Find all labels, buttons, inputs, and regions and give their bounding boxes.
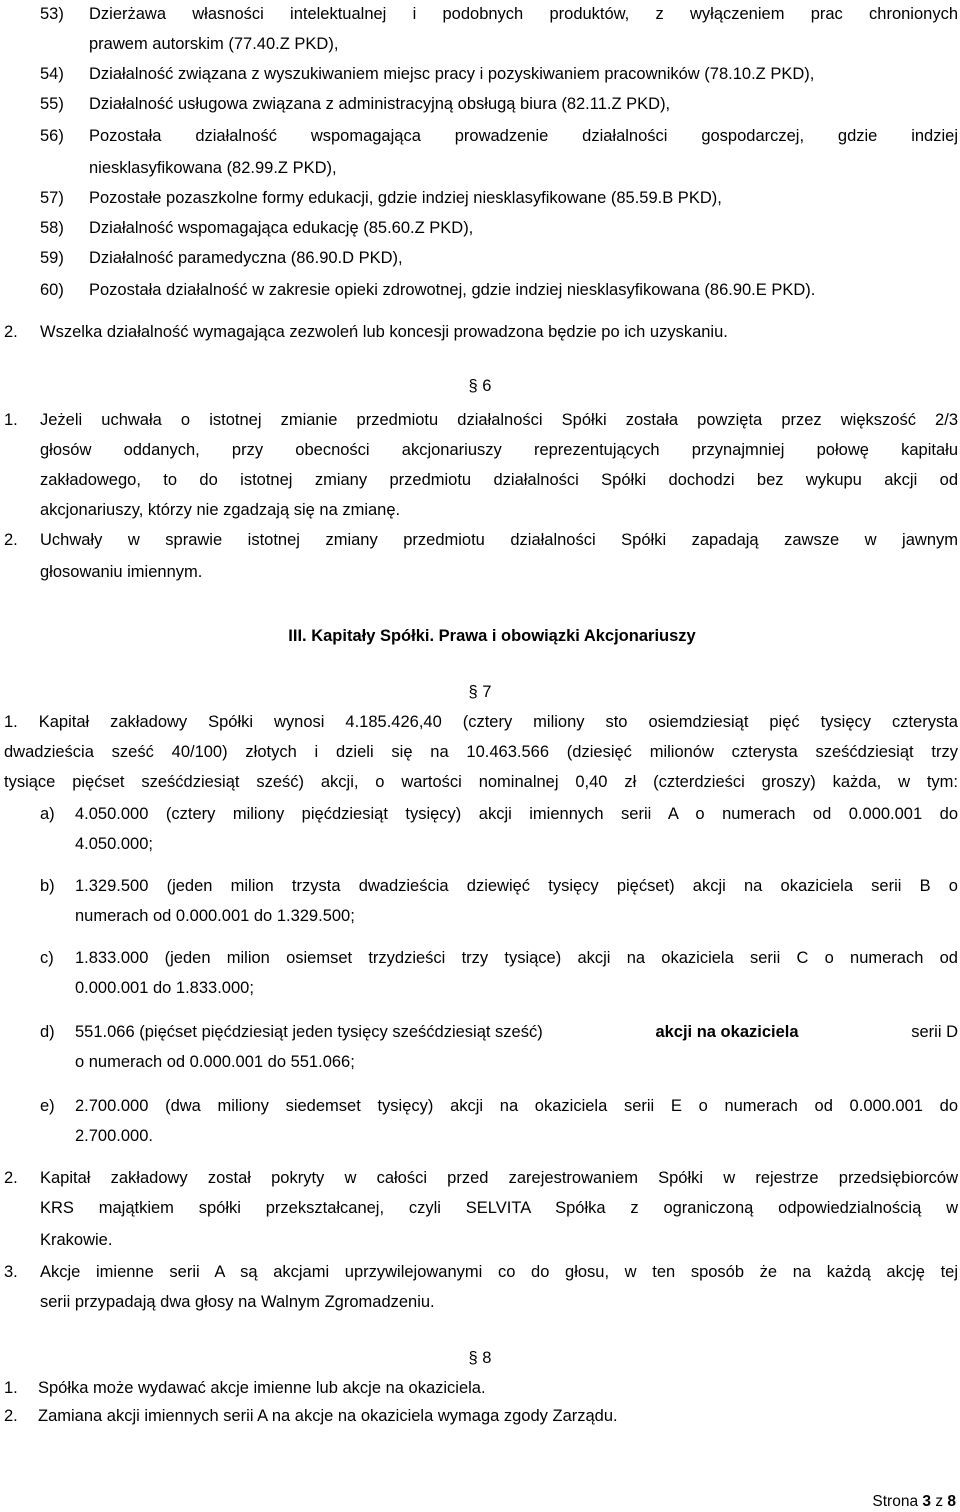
paragraph-text: Uchwały w sprawie istotnej zmiany przedmiotu działalności Spółki zapadają zawsze w jawnym [40,531,958,549]
paragraph-text: serii przypadają dwa głosy na Walnym Zgromadzeniu. [40,1293,435,1311]
section-heading-par7: § 7 [468,683,492,701]
list-item-text: 4.050.000 (cztery miliony pięćdziesiąt tysięcy) akcji imiennych serii A o numerach od 0.000.001 do [75,805,958,823]
list-item-text: 551.066 (pięćset pięćdziesiąt jeden tysięcy sześćdziesiąt sześć) [75,1023,543,1041]
list-item-text: 2.700.000. [75,1127,153,1145]
list-item-text: Pozostała działalność w zakresie opieki zdrowotnej, gdzie indziej niesklasyfikowana (86.90.E PKD). [89,281,816,299]
footer-prefix: Strona [872,1493,919,1510]
paragraph-text: głosów oddanych, przy obecności akcjonariuszy reprezentujących przynajmniej połowę kapitału [40,441,958,459]
list-item-number: 54) [40,65,64,83]
footer-separator: z [935,1493,944,1510]
paragraph-number: 2. [4,531,18,549]
page-number-footer [872,1492,956,1512]
paragraph-number: 1. [4,411,18,429]
section-heading-par8: § 8 [468,1349,492,1367]
paragraph-text: Krakowie. [40,1231,113,1249]
list-item-text: Dzierżawa własności intelektualnej i podobnych produktów, z wyłączeniem prac chronionych [89,5,958,23]
paragraph-text: dwadzieścia sześć 40/100) złotych i dzieli się na 10.463.566 (dziesięć milionów czterysta sześćdziesiąt trzy [4,743,958,761]
list-item-number: 58) [40,219,64,237]
section-heading-capital: III. Kapitały Spółki. Prawa i obowiązki Akcjonariuszy [288,627,696,645]
list-item-text: Pozostała działalność wspomagająca prowadzenie działalności gospodarczej, gdzie indziej [89,127,958,145]
list-item-text: 1.329.500 (jeden milion trzysta dwadzieścia dziewięć tysięcy pięćset) akcji na okaziciela serii B o [75,877,958,895]
paragraph-text: Spółka może wydawać akcje imienne lub akcje na okaziciela. [38,1379,486,1397]
list-item-text: o numerach od 0.000.001 do 551.066; [75,1053,355,1071]
list-item-number: 57) [40,189,64,207]
list-item-number: 60) [40,281,64,299]
list-item-text: 1.833.000 (jeden milion osiemset trzydzieści trzy tysiące) akcji na okaziciela serii C o numerach od [75,949,958,967]
paragraph-text: zakładowego, to do istotnej zmiany przedmiotu działalności Spółki dochodzi bez wykupu akcji od [40,471,958,489]
list-item-text: prawem autorskim (77.40.Z PKD), [89,35,339,53]
paragraph-text: Zamiana akcji imiennych serii A na akcje na okaziciela wymaga zgody Zarządu. [38,1407,618,1425]
list-item-text: numerach od 0.000.001 do 1.329.500; [75,907,355,925]
list-item-text: Działalność usługowa związana z administracyjną obsługą biura (82.11.Z PKD), [89,95,671,113]
list-item-number: 53) [40,5,64,23]
paragraph-text: Wszelka działalność wymagająca zezwoleń lub koncesji prowadzona będzie po ich uzyskaniu. [40,323,728,341]
paragraph-text: tysiące pięćset sześćdziesiąt sześć) akcji, o wartości nominalnej 0,40 zł (czterdzieści groszy) każda, w tym: [4,773,958,791]
paragraph-text: Kapitał zakładowy został pokryty w całości przed zarejestrowaniem Spółki w rejestrze przedsiębiorców [40,1169,958,1187]
list-item-text: Działalność związana z wyszukiwaniem miejsc pracy i pozyskiwaniem pracowników (78.10.Z PKD), [89,65,815,83]
paragraph-number: 3. [4,1263,18,1281]
footer-total-pages: 8 [947,1493,956,1510]
list-item-label: e) [40,1097,55,1115]
list-item-text: Działalność wspomagająca edukację (85.60.Z PKD), [89,219,474,237]
list-item-text: niesklasyfikowana (82.99.Z PKD), [89,159,337,177]
list-item-number: 55) [40,95,64,113]
list-item-text: Działalność paramedyczna (86.90.D PKD), [89,249,403,267]
list-item-label: b) [40,877,55,895]
list-item-text: 4.050.000; [75,835,153,853]
list-item-label: c) [40,949,54,967]
section-heading-par6: § 6 [468,377,492,395]
paragraph-number: 2. [4,1407,18,1425]
paragraph-text: akcjonariuszy, którzy nie zgadzają się na zmianę. [40,501,401,519]
paragraph-number: 1. [4,1379,18,1397]
paragraph-number: 2. [4,1169,18,1187]
list-item-number: 59) [40,249,64,267]
list-item-text: 2.700.000 (dwa miliony siedemset tysięcy) akcji na okaziciela serii E o numerach od 0.000.001 do [75,1097,958,1115]
paragraph-text: Akcje imienne serii A są akcjami uprzywilejowanymi co do głosu, w ten sposób że na każdą akcję tej [40,1263,958,1281]
list-item-text-bold: akcji na okaziciela [655,1023,799,1041]
list-item-text: 0.000.001 do 1.833.000; [75,979,254,997]
list-item-number: 56) [40,127,64,145]
paragraph-text: KRS majątkiem spółki przekształcanej, czyli SELVITA Spółka z ograniczoną odpowiedzialnością w [40,1199,958,1217]
list-item-text-mixed [75,1022,958,1042]
list-item-label: a) [40,805,55,823]
paragraph-number: 2. [4,323,18,341]
list-item-text: serii D [911,1023,958,1041]
list-item-label: d) [40,1023,55,1041]
paragraph-text: głosowaniu imiennym. [40,563,203,581]
paragraph-text: Jeżeli uchwała o istotnej zmianie przedmiotu działalności Spółki została powzięta przez większość 2/3 [40,411,958,429]
list-item-text: Pozostałe pozaszkolne formy edukacji, gdzie indziej niesklasyfikowane (85.59.B PKD), [89,189,722,207]
paragraph-text: 1. Kapitał zakładowy Spółki wynosi 4.185.426,40 (cztery miliony sto osiemdziesiąt pięć tysięcy czterysta [4,713,958,731]
footer-current-page: 3 [922,1493,931,1510]
